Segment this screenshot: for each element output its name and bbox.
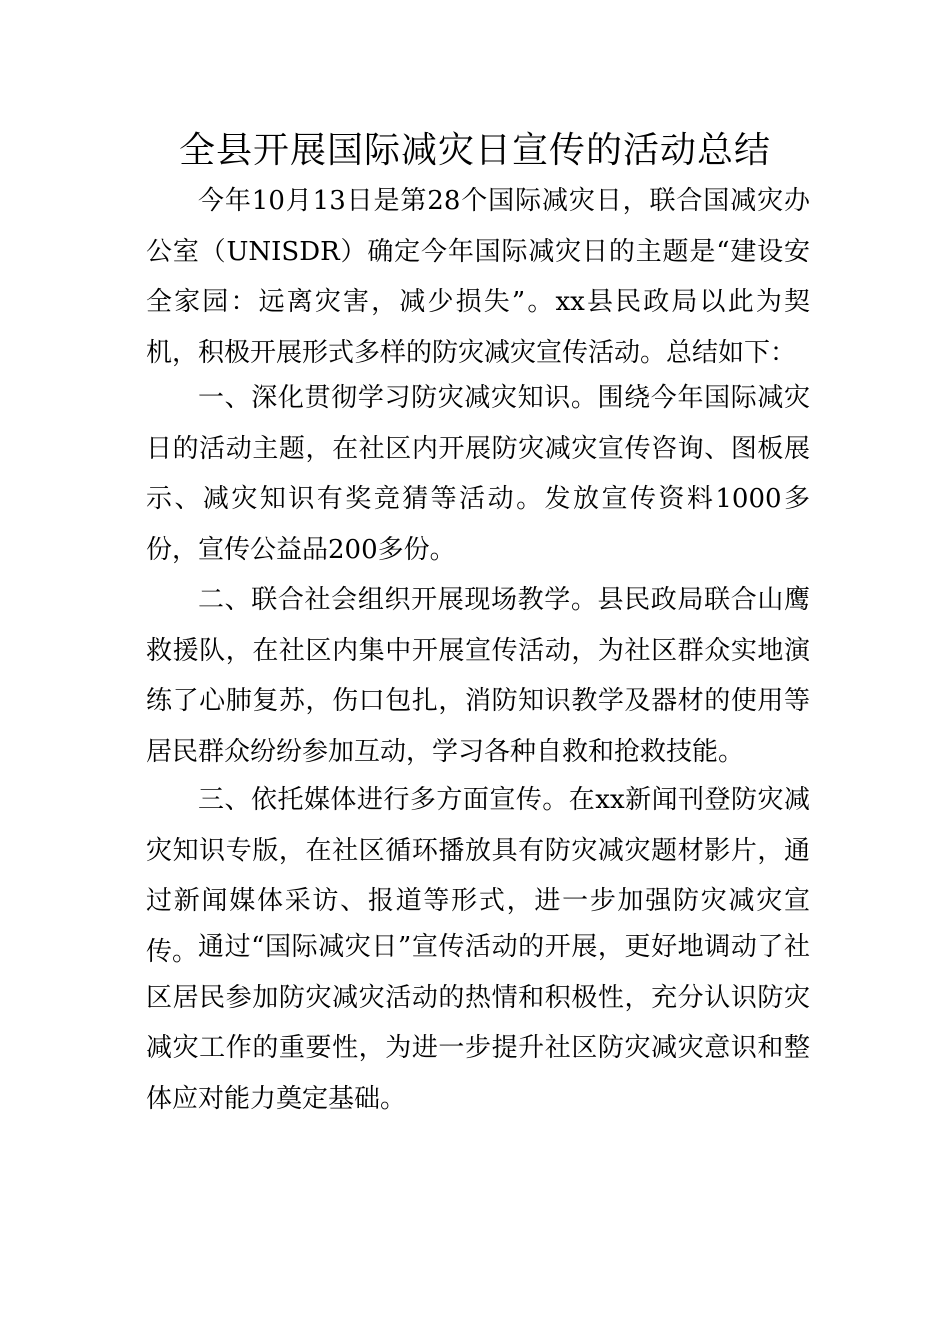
document-title: 全县开展国际减灾日宣传的活动总结 [178, 130, 771, 171]
paragraph-conclusion: 通过“国际减灾日”宣传活动的开展，更好地调动了社区居民参加防灾减灾活动的热情和积极性，充分认识防灾减灾工作的重要性，为进一步提升社区防灾减灾意识和整体应对能力奠定基础。 [146, 932, 810, 1114]
paragraph-section-2: 二、联合社会组织开展现场教学。县民政局联合山鹰救援队，在社区内集中开展宣传活动，为社区群众实地演练了心肺复苏，伤口包扎，消防知识教学及器材的使用等居民群众纷纷参加互动，学习各种自救和抢救技能。 [146, 585, 810, 767]
paragraph-section-1: 一、深化贯彻学习防灾减灾知识。围绕今年国际减灾日的活动主题，在社区内开展防灾减灾宣传咨询、图板展示、减灾知识有奖竞猜等活动。发放宣传资料1000多份，宣传公益品200多份。 [146, 383, 810, 565]
paragraph-section-3: 三、依托媒体进行多方面宣传。在xx新闻刊登防灾减灾知识专版，在社区循环播放具有防灾减灾题材影片，通过新闻媒体采访、报道等形式，进一步加强防灾减灾宣传。 [146, 785, 810, 967]
paragraph-intro: 今年10月13日是第28个国际减灾日，联合国减灾办公室（UNISDR）确定今年国际减灾日的主题是“建设安全家园：远离灾害，减少损失”。xx县民政局以此为契机，积极开展形式多样的防灾减灾宣传活动。总结如下： [146, 186, 810, 368]
